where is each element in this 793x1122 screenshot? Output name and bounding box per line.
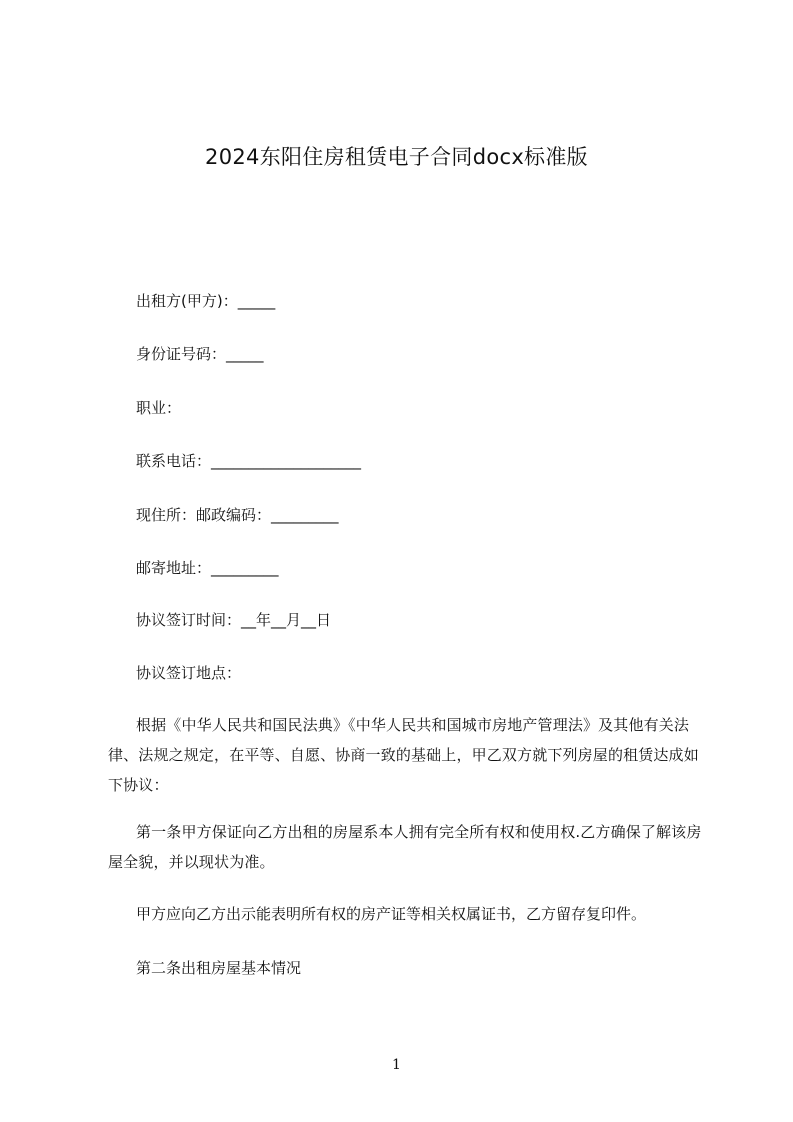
sign-place-field: 协议签订地点：	[136, 664, 242, 682]
address-postcode-field: 现住所：邮政编码：_________	[136, 506, 339, 524]
article1-paragraph: 第一条甲方保证向乙方出租的房屋系本人拥有完全所有权和使用权.乙方确保了解该房屋全貌，并以现状为准。	[108, 823, 702, 871]
lessor-field: 出租方(甲方)：_____	[136, 292, 276, 310]
phone-field: 联系电话：____________________	[136, 452, 362, 470]
mailing-address-field: 邮寄地址：_________	[136, 559, 279, 577]
page-number: 1	[392, 1057, 401, 1073]
document-title: 2024东阳住房租赁电子合同docx标准版	[205, 145, 588, 169]
article1-note-paragraph: 甲方应向乙方出示能表明所有权的房产证等相关权属证书，乙方留存复印件。	[136, 905, 647, 923]
sign-date-field: 协议签订时间：__年__月__日	[136, 611, 332, 629]
article2-heading: 第二条出租房屋基本情况	[136, 959, 302, 977]
occupation-field: 职业：	[136, 399, 182, 417]
preamble-paragraph: 根据《中华人民共和国民法典》《中华人民共和国城市房地产管理法》及其他有关法律、法规之规定，在平等、自愿、协商一致的基础上，甲乙双方就下列房屋的租赁达成如下协议：	[108, 716, 699, 794]
id-number-field: 身份证号码：_____	[136, 345, 264, 363]
